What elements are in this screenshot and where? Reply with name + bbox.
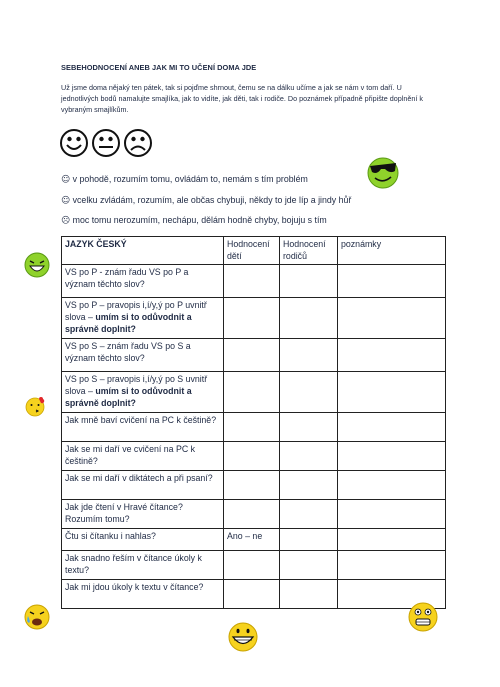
question-text: Jak se mi daří v diktátech a při psaní?	[65, 473, 213, 483]
child-rating-cell[interactable]	[224, 580, 280, 609]
question-cell	[62, 500, 224, 529]
notes-cell[interactable]	[338, 551, 446, 580]
question-text: Jak mi jdou úkoly k textu v čítance?	[65, 582, 204, 592]
smile-symbol-icon: ☺	[61, 196, 71, 206]
notes-cell[interactable]	[338, 471, 446, 500]
child-rating-cell[interactable]	[224, 442, 280, 471]
intro-paragraph: Už jsme doma nějaký ten pátek, tak si pojďme shrnout, čemu se na dálku učíme a jak se nám v tom daří. U jednotlivých bodů namalujte smajlíka, jak to vidíte, jak děti, tak i rodiče. Do poznámek případně připište doplnění k vybraným smajlíkům.	[61, 83, 423, 115]
parent-rating-cell[interactable]	[280, 298, 338, 339]
table-row	[62, 580, 446, 609]
table-row	[62, 265, 446, 298]
table-row	[62, 500, 446, 529]
legend-text: vcelku zvládám, rozumím, ale občas chybuji, někdy to jde líp a jindy hůř	[72, 195, 352, 205]
header-parent-rating: Hodnocení rodičů	[280, 237, 338, 265]
laughing-emoji-icon	[22, 250, 52, 280]
child-rating-cell[interactable]	[224, 551, 280, 580]
question-emphasis: umím si to odůvodnit a správně doplnit?	[65, 312, 192, 334]
legend-text: v pohodě, rozumím tomu, ovládám to, nemám s tím problém	[72, 174, 308, 184]
parent-rating-cell[interactable]	[280, 529, 338, 551]
header-notes: poznámky	[338, 237, 446, 265]
table-row	[62, 551, 446, 580]
question-cell	[62, 551, 224, 580]
parent-rating-cell[interactable]	[280, 339, 338, 372]
neutral-face-icon	[93, 130, 119, 156]
table-row	[62, 471, 446, 500]
question-text: VS po S – pravopis i,í/y,ý po S uvnitř slova –	[65, 374, 208, 396]
child-rating-cell[interactable]	[224, 339, 280, 372]
question-cell	[62, 442, 224, 471]
notes-cell[interactable]	[338, 372, 446, 413]
child-rating-cell[interactable]	[224, 413, 280, 442]
child-rating-cell[interactable]	[224, 500, 280, 529]
happy-face-icon	[61, 130, 87, 156]
table-row	[62, 372, 446, 413]
table-row	[62, 529, 446, 551]
question-cell	[62, 471, 224, 500]
legend-text: moc tomu nerozumím, nechápu, dělám hodně chyby, bojuju s tím	[72, 215, 327, 225]
child-rating-cell[interactable]	[224, 372, 280, 413]
notes-cell[interactable]	[338, 442, 446, 471]
evaluation-table	[61, 236, 446, 609]
table-row	[62, 442, 446, 471]
legend-line-ok	[61, 195, 351, 206]
parent-rating-cell[interactable]	[280, 265, 338, 298]
question-cell	[62, 298, 224, 339]
frown-symbol-icon: ☹	[61, 216, 71, 226]
question-text: Jak snadno řeším v čítance úkoly k textu?	[65, 553, 202, 575]
header-subject: JAZYK ČESKÝ	[62, 237, 224, 265]
question-text: VS po P - znám řadu VS po P a význam těchto slov?	[65, 267, 189, 289]
parent-rating-cell[interactable]	[280, 413, 338, 442]
question-cell	[62, 413, 224, 442]
table-header-row	[62, 237, 446, 265]
parent-rating-cell[interactable]	[280, 372, 338, 413]
notes-cell[interactable]	[338, 339, 446, 372]
table-row	[62, 298, 446, 339]
question-text: VS po S – znám řadu VS po S a význam těchto slov?	[65, 341, 191, 363]
question-cell	[62, 580, 224, 609]
smile-symbol-icon: ☺	[61, 175, 71, 185]
parent-rating-cell[interactable]	[280, 551, 338, 580]
notes-cell[interactable]	[338, 500, 446, 529]
question-emphasis: umím si to odůvodnit a správně doplnit?	[65, 386, 192, 408]
question-text: Jak se mi daří ve cvičení na PC k češtině?	[65, 444, 196, 466]
child-rating-cell[interactable]	[224, 298, 280, 339]
question-cell	[62, 339, 224, 372]
parent-rating-cell[interactable]	[280, 471, 338, 500]
notes-cell[interactable]	[338, 413, 446, 442]
table-row	[62, 339, 446, 372]
page-title: SEBEHODNOCENÍ ANEB JAK MI TO UČENÍ DOMA JDE	[61, 63, 257, 72]
parent-rating-cell[interactable]	[280, 500, 338, 529]
child-rating-cell[interactable]: Ano – ne	[224, 529, 280, 551]
question-text: Jak mně baví cvičení na PC k češtině?	[65, 415, 217, 425]
crying-emoji-icon	[22, 602, 52, 632]
legend-line-bad	[61, 215, 327, 226]
parent-rating-cell[interactable]	[280, 442, 338, 471]
question-cell	[62, 529, 224, 551]
question-text: Čtu si čítanku i nahlas?	[65, 531, 156, 541]
sad-face-icon	[125, 130, 151, 156]
child-rating-cell[interactable]	[224, 265, 280, 298]
face-scale	[59, 128, 159, 160]
question-text: Jak jde čtení v Hravé čítance? Rozumím tomu?	[65, 502, 183, 524]
kissing-emoji-icon	[24, 396, 46, 418]
notes-cell[interactable]	[338, 265, 446, 298]
sunglasses-emoji-icon	[364, 152, 402, 190]
table-row	[62, 413, 446, 442]
legend-line-good	[61, 174, 308, 185]
header-child-rating: Hodnocení dětí	[224, 237, 280, 265]
parent-rating-cell[interactable]	[280, 580, 338, 609]
notes-cell[interactable]	[338, 298, 446, 339]
question-cell	[62, 372, 224, 413]
child-rating-cell[interactable]	[224, 471, 280, 500]
grinning-emoji-icon	[226, 620, 260, 654]
notes-cell[interactable]	[338, 529, 446, 551]
grimacing-emoji-icon	[406, 600, 440, 634]
question-cell	[62, 265, 224, 298]
question-text: VS po P – pravopis i,í/y,ý po P uvnitř slova –	[65, 300, 207, 322]
